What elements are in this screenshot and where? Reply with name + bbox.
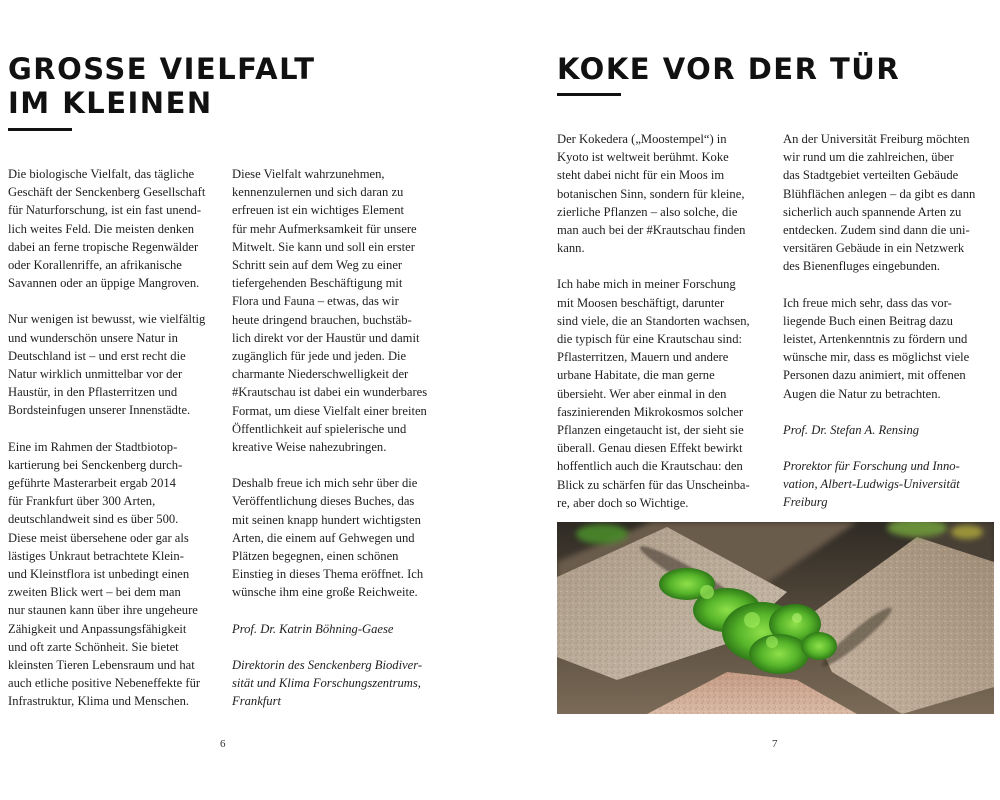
- text-line: liegende Buch einen Beitrag dazu: [783, 313, 953, 328]
- text-line: wünsche ihm eine große Reichweite.: [232, 585, 418, 600]
- paragraph: [8, 438, 233, 711]
- text-line: hoffentlich auch die Krautschau: den: [557, 459, 743, 474]
- left-column-1: [8, 165, 233, 729]
- text-line: kreative Weise nahezubringen.: [232, 440, 387, 455]
- text-line: Diese Vielfalt wahrzunehmen,: [232, 167, 385, 181]
- text-line: man auch bei der #Krautschau finden: [557, 223, 746, 238]
- paragraph: [783, 294, 998, 403]
- affiliation: [232, 656, 472, 711]
- paragraph: [8, 310, 233, 419]
- text-line: Haustür, in den Pflasterritzen und: [8, 385, 178, 400]
- text-line: vation, Albert-Ludwigs-Universität: [783, 477, 960, 492]
- text-line: Nur wenigen ist bewusst, wie vielfältig: [8, 312, 206, 327]
- text-line: und Kleinstflora ist unbedingt einen: [8, 567, 190, 582]
- signature: Prof. Dr. Katrin Böhning-Gaese: [232, 621, 394, 636]
- text-line: Bordsteinfugen unserer Innenstädte.: [8, 403, 191, 418]
- text-line: Direktorin des Senckenberg Biodiver-: [232, 657, 423, 672]
- text-line: heute dringend brauchen, buchstäb-: [232, 312, 412, 327]
- text-line: versitären Gebäude in ein Netzwerk: [783, 241, 965, 256]
- text-line: tiefergehenden Beschäftigung mit: [232, 276, 403, 291]
- text-line: Augen die Natur zu betrachten.: [783, 386, 941, 401]
- text-line: geführte Masterarbeit ergab 2014: [8, 476, 176, 491]
- text-line: wir rund um die zahlreichen, über: [783, 150, 954, 165]
- text-line: An der Universität Freiburg möchten: [783, 132, 970, 146]
- text-line: für mehr Aufmerksamkeit für unsere: [232, 221, 417, 236]
- paragraph: [232, 474, 472, 601]
- paragraph: [557, 275, 777, 512]
- paragraph: [557, 130, 777, 257]
- text-line: sicherlich auch spannende Arten zu: [783, 204, 962, 219]
- page-number: 7: [772, 738, 778, 750]
- text-line: Öffentlichkeit auf spielerische und: [232, 421, 407, 436]
- text-line: oder Korallenriffe, an afrikanische: [8, 258, 182, 273]
- text-line: deutschlandweit sind es über 500.: [8, 512, 179, 527]
- text-line: die typisch für eine Krautschau sind:: [557, 332, 743, 347]
- right-title: [557, 52, 900, 86]
- text-line: zierliche Pflanzen – also solche, die: [557, 204, 738, 219]
- text-line: des Bienenfluges eingebunden.: [783, 259, 941, 274]
- right-title-line: KOKE VOR DER TÜR: [557, 52, 901, 86]
- text-line: Der Kokedera („Moostempel“) in: [557, 132, 727, 146]
- right-page: [500, 0, 1000, 800]
- text-line: lästiges Unkraut betrachtete Klein-: [8, 548, 184, 563]
- text-line: Prorektor für Forschung und Inno-: [783, 459, 960, 474]
- text-line: Arten, die einem auf Gehwegen und: [232, 530, 415, 545]
- text-line: wünsche mir, dass es möglichst viele: [783, 350, 970, 365]
- text-line: Deutschland ist – und erst recht die: [8, 348, 186, 363]
- text-line: für Frankfurt über 300 Arten,: [8, 494, 156, 509]
- text-line: Mitwelt. Sie kann und soll ein erster: [232, 239, 415, 254]
- left-title: [8, 52, 316, 120]
- text-line: Blühflächen anlegen – da gibt es dann: [783, 186, 976, 201]
- text-line: Diese meist übersehene oder gar als: [8, 530, 189, 545]
- paragraph: [783, 130, 998, 276]
- text-line: faszinierenden Mikrokosmos solcher: [557, 404, 744, 419]
- text-line: Infrastruktur, Klima und Menschen.: [8, 694, 190, 709]
- text-line: Natur wirklich unmittelbar vor der: [8, 367, 183, 382]
- text-line: kann.: [557, 241, 585, 256]
- text-line: Deshalb freue ich mich sehr über die: [232, 476, 418, 491]
- signature: Prof. Dr. Stefan A. Rensing: [783, 422, 920, 437]
- text-line: nur staunen kann über ihre ungeheure: [8, 603, 198, 618]
- text-line: kleinsten Tieren Lebensraum und hat: [8, 658, 195, 673]
- text-line: zugänglich für jede und jeden. Die: [232, 349, 407, 364]
- text-line: kartierung bei Senckenberg durch-: [8, 457, 183, 472]
- text-line: Geschäft der Senckenberg Gesellschaft: [8, 185, 206, 200]
- text-line: übersieht. Wer aber einmal in den: [557, 386, 727, 401]
- text-line: Eine im Rahmen der Stadtbiotop-: [8, 439, 178, 454]
- text-line: mit Moosen beschäftigt, darunter: [557, 295, 725, 310]
- text-line: Pflasterritzen, Mauern und andere: [557, 350, 729, 365]
- right-title-rule: [557, 93, 621, 96]
- text-line: dabei an ferne tropische Regenwälder: [8, 239, 199, 254]
- text-line: Personen dazu animiert, mit offenen: [783, 368, 966, 383]
- moss-photo: [557, 522, 994, 714]
- text-line: mit seinen knapp hundert wichtigsten: [232, 512, 421, 527]
- text-line: botanischen Sinn, sondern für kleine,: [557, 186, 745, 201]
- text-line: lich weites Feld. Die meisten denken: [8, 221, 195, 236]
- text-line: entdecken. Zudem sind dann die uni-: [783, 223, 970, 238]
- text-line: lich direkt vor der Haustür und damit: [232, 330, 420, 345]
- page-number: 6: [220, 738, 226, 750]
- right-column-1: [557, 130, 777, 530]
- text-line: Die biologische Vielfalt, das tägliche: [8, 167, 195, 181]
- text-line: leistet, Artenkenntnis zu fördern und: [783, 332, 968, 347]
- left-title-line: IM KLEINEN: [8, 86, 213, 120]
- text-line: Ich freue mich sehr, dass das vor-: [783, 295, 952, 310]
- text-line: Savannen oder an üppige Mangroven.: [8, 276, 200, 291]
- text-line: Zähigkeit und Anpassungsfähigkeit: [8, 621, 187, 636]
- text-line: für Naturforschung, ist ein fast unend-: [8, 203, 202, 218]
- text-line: urbane Habitate, die man gerne: [557, 368, 715, 383]
- text-line: Blick zu schärfen für das Unscheinba-: [557, 477, 750, 492]
- text-line: kennenzulernen und sich daran zu: [232, 185, 404, 200]
- left-title-line: GROSSE VIELFALT: [8, 52, 316, 86]
- text-line: Kyoto ist weltweit berühmt. Koke: [557, 150, 729, 165]
- text-line: auch etliche positive Nebeneffekte für: [8, 676, 201, 691]
- text-line: sität und Klima Forschungszentrums,: [232, 676, 421, 691]
- text-line: und oft zarte Schönheit. Sie bietet: [8, 639, 179, 654]
- paragraph: [232, 165, 472, 456]
- text-line: Pflanzen eingetaucht ist, der sieht sie: [557, 423, 744, 438]
- text-line: Frankfurt: [232, 694, 281, 709]
- text-line: re, aber doch so Wichtige.: [557, 495, 689, 510]
- paragraph: [8, 165, 233, 292]
- left-title-rule: [8, 128, 72, 131]
- text-line: Veröffentlichung dieses Buches, das: [232, 494, 415, 509]
- text-line: Ich habe mich in meiner Forschung: [557, 277, 736, 292]
- text-line: und wunderschön unsere Natur in: [8, 330, 178, 345]
- moss-paving-image: [557, 522, 994, 714]
- text-line: Flora und Fauna – etwas, das wir: [232, 294, 399, 309]
- text-line: überall. Genau diesen Effekt bewirkt: [557, 441, 743, 456]
- text-line: charmante Niederschwelligkeit der: [232, 367, 409, 382]
- text-line: Format, um diese Vielfalt einer breiten: [232, 403, 427, 418]
- text-line: erfreuen ist ein wichtiges Element: [232, 203, 405, 218]
- text-line: das Stadtgebiet verteilten Gebäude: [783, 168, 959, 183]
- affiliation: [783, 457, 998, 512]
- text-line: Schritt sein auf dem Weg zu einer: [232, 258, 403, 273]
- left-column-2: [232, 165, 472, 728]
- text-line: steht dabei nicht für ein Moos im: [557, 168, 725, 183]
- text-line: #Krautschau ist dabei ein wunderbares: [232, 385, 428, 400]
- right-column-2: [783, 130, 998, 530]
- text-line: Einstieg in dieses Thema eröffnet. Ich: [232, 567, 424, 582]
- text-line: Freiburg: [783, 495, 828, 510]
- text-line: sind viele, die an Standorten wachsen,: [557, 313, 750, 328]
- text-line: Plätzen begegnen, einen schönen: [232, 549, 399, 564]
- text-line: zweiten Blick wert – bei dem man: [8, 585, 181, 600]
